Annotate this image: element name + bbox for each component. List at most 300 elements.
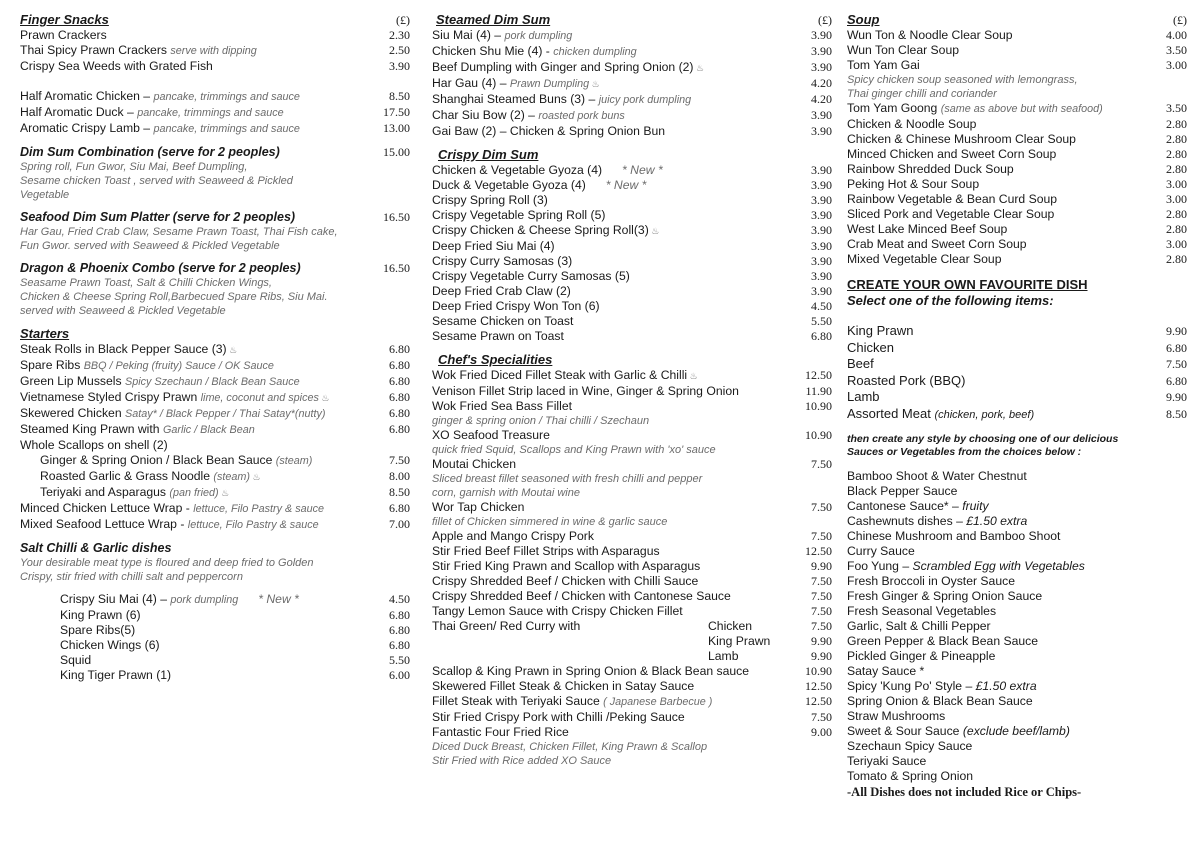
section-title: Finger Snacks (20, 12, 109, 27)
sauce-extra: £1.50 extra (966, 514, 1028, 528)
sauce-extra: fruity (962, 499, 989, 513)
item-name: Peking Hot & Sour Soup (847, 177, 980, 191)
item-price: 9.90 (811, 559, 832, 573)
menu-item (20, 59, 410, 74)
menu-item (847, 222, 1187, 237)
menu-item (432, 284, 832, 299)
item-description: (chicken, pork, beef) (934, 408, 1035, 421)
menu-item (847, 58, 1187, 73)
menu-item (20, 121, 410, 137)
item-price: 4.20 (811, 76, 832, 90)
combo-list (20, 145, 410, 318)
item-price: 6.80 (811, 329, 832, 343)
menu-item (20, 453, 410, 469)
item-description: serve with dipping (170, 45, 257, 57)
item-description: lettuce, Filo Pastry & sauce (187, 519, 319, 531)
item-name: Wor Tap Chicken (432, 500, 525, 514)
item-price: 3.90 (811, 108, 832, 122)
soup-list (847, 28, 1187, 267)
sauce-name: Foo Yung – (847, 559, 910, 573)
sauce-name: Teriyaki Sauce (847, 754, 927, 768)
currency-label: (£) (396, 13, 410, 27)
item-name: Minced Chicken Lettuce Wrap - (20, 501, 190, 515)
menu-item (432, 329, 832, 344)
sauce-name: Garlic, Salt & Chilli Pepper (847, 619, 991, 633)
item-price: 7.50 (811, 500, 832, 514)
item-price: 12.50 (805, 544, 832, 558)
sauce-list (847, 469, 1187, 784)
item-name: Spare Ribs(5) (60, 623, 136, 637)
menu-item (432, 694, 832, 710)
item-description: juicy pork dumpling (598, 94, 692, 106)
salt-chilli-list (20, 592, 410, 683)
item-name: Apple and Mango Crispy Pork (432, 529, 594, 543)
item-name: Dragon & Phoenix Combo (serve for 2 peoples) (20, 261, 301, 275)
chefs-specialities-heading (438, 352, 832, 368)
menu-item (432, 457, 832, 472)
item-name: Aromatic Crispy Lamb – (20, 121, 151, 135)
menu-item (20, 653, 410, 668)
menu-item (432, 589, 832, 604)
item-price: 3.00 (1166, 192, 1187, 206)
item-price: 8.50 (1166, 406, 1187, 421)
sauce-option (847, 514, 1187, 529)
sauce-name: Green Pepper & Black Bean Sauce (847, 634, 1039, 648)
section-title: Starters (20, 326, 70, 341)
create-dish-item (847, 406, 1187, 424)
menu-item (432, 60, 832, 76)
section-title: Crispy Dim Sum (438, 147, 539, 162)
chilli-icon: ♨ (250, 472, 261, 482)
item-description: ginger & spring onion / Thai chilli / Szechaun (432, 415, 650, 427)
item-price: 7.50 (811, 457, 832, 471)
item-price: 9.90 (811, 634, 832, 648)
curry-item (432, 619, 832, 664)
steamed-dim-sum-list (432, 28, 832, 139)
create-dish-item (847, 340, 1187, 357)
menu-item (432, 108, 832, 124)
sauce-name: Spicy 'Kung Po' Style – (847, 679, 973, 693)
sauce-extra: £1.50 extra (975, 679, 1037, 693)
finger-snacks-list (20, 28, 410, 137)
menu-item (432, 178, 832, 193)
item-name: King Prawn (6) (60, 608, 141, 622)
item-price: 6.80 (1166, 340, 1187, 355)
item-price: 3.50 (1166, 43, 1187, 57)
chilli-icon: ♨ (687, 371, 698, 381)
sauce-name: Straw Mushrooms (847, 709, 946, 723)
sauce-name: Pickled Ginger & Pineapple (847, 649, 996, 663)
item-price: 4.50 (811, 299, 832, 313)
item-name: Thai Spicy Prawn Crackers (20, 43, 167, 57)
sauce-option (847, 769, 1187, 784)
menu-item (20, 358, 410, 374)
item-description: pork dumpling (504, 30, 573, 42)
menu-item (432, 92, 832, 108)
item-description: (pan fried) (169, 487, 219, 499)
sauce-name: Black Pepper Sauce (847, 484, 958, 498)
item-name: Crispy Vegetable Spring Roll (5) (432, 208, 606, 222)
menu-item (847, 162, 1187, 177)
menu-column-left (20, 12, 410, 683)
sauce-name: Cantonese Sauce* – (847, 499, 959, 513)
item-description: BBQ / Peking (fruity) Sauce / OK Sauce (83, 360, 274, 372)
salt-chilli-heading: Salt Chilli & Garlic dishes (20, 541, 172, 555)
item-name: Mixed Seafood Lettuce Wrap - (20, 517, 185, 531)
item-name: Ginger & Spring Onion / Black Bean Sauce (40, 453, 273, 467)
item-price: 3.90 (811, 284, 832, 298)
item-name: Deep Fried Crab Claw (2) (432, 284, 571, 298)
item-name: Teriyaki and Asparagus (40, 485, 167, 499)
menu-item (847, 117, 1187, 132)
menu-item (847, 237, 1187, 252)
sauce-name: Chinese Mushroom and Bamboo Shoot (847, 529, 1061, 543)
sauce-option (847, 739, 1187, 754)
item-price: 3.90 (811, 60, 832, 74)
combo-title (20, 145, 410, 160)
sauce-option (847, 559, 1187, 574)
menu-item (847, 132, 1187, 147)
sauce-option (847, 754, 1187, 769)
item-price: 6.80 (389, 422, 410, 436)
item-price: 3.90 (811, 269, 832, 283)
item-price: 3.90 (811, 124, 832, 138)
item-price: 4.20 (811, 92, 832, 106)
item-name: Scallop & King Prawn in Spring Onion & Black Bean sauce (432, 664, 750, 678)
item-price: 6.80 (389, 638, 410, 652)
item-name: Wun Ton Clear Soup (847, 43, 960, 57)
item-name: Crispy Sea Weeds with Grated Fish (20, 59, 213, 73)
sauce-option (847, 679, 1187, 694)
currency-label: (£) (818, 13, 832, 27)
menu-item (20, 89, 410, 105)
menu-item (847, 28, 1187, 43)
menu-item (20, 469, 410, 485)
item-description: Spicy chicken soup seasoned with lemongrass, (847, 74, 1078, 86)
item-price: 3.90 (811, 254, 832, 268)
menu-item (432, 559, 832, 574)
item-name: Rainbow Vegetable & Bean Curd Soup (847, 192, 1058, 206)
item-name: Crab Meat and Sweet Corn Soup (847, 237, 1027, 251)
item-price: 9.90 (811, 649, 832, 663)
item-price: 10.90 (805, 428, 832, 442)
item-price: 7.50 (389, 453, 410, 467)
menu-item (432, 368, 832, 384)
item-name: Tangy Lemon Sauce with Crispy Chicken Fillet (432, 604, 683, 618)
item-price: 6.80 (389, 374, 410, 388)
item-name: Roasted Pork (BBQ) (847, 372, 966, 388)
item-description: Thai ginger chilli and coriander (847, 88, 997, 100)
steamed-dim-sum-heading (436, 12, 832, 28)
item-description: chicken dumpling (553, 46, 637, 58)
sauce-option (847, 589, 1187, 604)
menu-item (432, 208, 832, 223)
sauce-name: Satay Sauce * (847, 664, 925, 678)
item-name: Green Lip Mussels (20, 374, 122, 388)
currency-label: (£) (1173, 13, 1187, 27)
item-name: Thai Green/ Red Curry with (432, 619, 581, 633)
item-description: Your desirable meat type is floured and deep fried to Golden (20, 557, 314, 569)
item-price: 16.50 (383, 210, 410, 224)
item-name: Half Aromatic Chicken – (20, 89, 151, 103)
menu-item (432, 124, 832, 139)
item-price: 3.00 (1166, 177, 1187, 191)
item-name: Crispy Chicken & Cheese Spring Roll(3) (432, 223, 649, 237)
item-name: Assorted Meat (847, 405, 931, 421)
item-name: Crispy Siu Mai (4) – (60, 592, 168, 606)
item-name: Sesame Prawn on Toast (432, 329, 564, 343)
item-name: Half Aromatic Duck – (20, 105, 134, 119)
item-name: Crispy Shredded Beef / Chicken with Chilli Sauce (432, 574, 699, 588)
item-name: King Tiger Prawn (1) (60, 668, 172, 682)
menu-item (20, 668, 410, 683)
item-name: West Lake Minced Beef Soup (847, 222, 1008, 236)
item-price: 10.90 (805, 664, 832, 678)
menu-item (20, 517, 410, 533)
menu-item (432, 239, 832, 254)
section-title: Soup (847, 12, 880, 27)
item-name: Chicken & Chinese Mushroom Clear Soup (847, 132, 1076, 146)
item-description: pancake, trimmings and sauce (153, 123, 300, 135)
item-price: 6.80 (389, 358, 410, 372)
item-description: Prawn Dumpling (509, 78, 590, 90)
item-name: Chicken Shu Mie (4) - (432, 44, 550, 58)
item-price: 2.30 (389, 28, 410, 42)
item-price: 13.00 (383, 121, 410, 135)
sauce-name: Cashewnuts dishes – (847, 514, 963, 528)
item-name: Venison Fillet Strip laced in Wine, Ginger & Spring Onion (432, 384, 739, 398)
create-dish-list (847, 323, 1187, 423)
item-price: 3.90 (811, 239, 832, 253)
item-price: 6.80 (389, 623, 410, 637)
sauce-extra: (exclude beef/lamb) (962, 724, 1070, 738)
menu-item (847, 192, 1187, 207)
chilli-icon: ♨ (218, 488, 230, 498)
combo-title (20, 210, 410, 225)
item-name: Fantastic Four Fried Rice (432, 725, 569, 739)
menu-item (432, 664, 832, 679)
sauce-name: Fresh Broccoli in Oyster Sauce (847, 574, 1015, 588)
item-description: pancake, trimmings and sauce (137, 107, 284, 119)
chilli-icon: ♨ (226, 345, 238, 355)
item-description: lime, coconut and spices (200, 392, 319, 404)
menu-item (20, 406, 410, 422)
item-price: 2.80 (1166, 222, 1187, 236)
item-description: Chicken & Cheese Spring Roll,Barbecued Spare Ribs, Siu Mai. (20, 291, 328, 303)
item-name: Steamed King Prawn with (20, 422, 160, 436)
menu-item (20, 28, 410, 43)
item-price: 9.00 (811, 725, 832, 739)
item-name: Spare Ribs (20, 358, 81, 372)
crispy-dim-sum-heading (438, 147, 832, 163)
menu-column-middle (432, 12, 832, 768)
sauce-option (847, 634, 1187, 649)
menu-item (20, 592, 410, 608)
menu-item (20, 438, 410, 453)
menu-item (432, 76, 832, 92)
item-name: Crispy Shredded Beef / Chicken with Cantonese Sauce (432, 589, 731, 603)
item-price: 7.50 (811, 604, 832, 618)
item-name: Chicken & Vegetable Gyoza (4) (432, 163, 603, 177)
item-name: Wun Ton & Noodle Clear Soup (847, 28, 1013, 42)
item-name: Stir Fried King Prawn and Scallop with Asparagus (432, 559, 701, 573)
item-name: Shanghai Steamed Buns (3) – (432, 92, 596, 106)
sauce-name: Spring Onion & Black Bean Sauce (847, 694, 1033, 708)
create-dish-item (847, 389, 1187, 406)
menu-item (432, 679, 832, 694)
item-price: 17.50 (383, 105, 410, 119)
item-description: Satay* / Black Pepper / Thai Satay*(nutty) (125, 408, 326, 420)
item-description: Seasame Prawn Toast, Salt & Chilli Chicken Wings, (20, 277, 272, 289)
sauce-option (847, 484, 1187, 499)
create-dish-item (847, 356, 1187, 373)
sauce-option (847, 529, 1187, 544)
item-name: Wok Fried Sea Bass Fillet (432, 399, 572, 413)
item-price: 2.80 (1166, 252, 1187, 266)
item-name: Siu Mai (4) – (432, 28, 502, 42)
menu-item (432, 574, 832, 589)
curry-option-label: King Prawn (708, 634, 771, 648)
menu-item (432, 428, 832, 443)
item-name: Dim Sum Combination (serve for 2 peoples) (20, 145, 280, 159)
item-price: 5.50 (811, 314, 832, 328)
item-name: Minced Chicken and Sweet Corn Soup (847, 147, 1057, 161)
item-name: Rainbow Shredded Duck Soup (847, 162, 1014, 176)
item-name: Gai Baw (2) – Chicken & Spring Onion Bun (432, 124, 666, 138)
spacer (20, 74, 410, 89)
item-price: 7.50 (811, 574, 832, 588)
menu-item (432, 710, 832, 725)
menu-item (432, 44, 832, 60)
menu-item (20, 390, 410, 406)
item-price: 3.90 (811, 193, 832, 207)
item-name: Prawn Crackers (20, 28, 107, 42)
item-price: 8.50 (389, 485, 410, 499)
item-description: Spicy Szechaun / Black Bean Sauce (125, 376, 300, 388)
sauce-name: Bamboo Shoot & Water Chestnut (847, 469, 1027, 483)
item-description: pork dumpling (170, 594, 239, 606)
item-name: Stir Fried Beef Fillet Strips with Asparagus (432, 544, 660, 558)
item-price: 12.50 (805, 368, 832, 382)
item-price: 3.50 (1166, 101, 1187, 115)
menu-item (432, 193, 832, 208)
menu-item (432, 269, 832, 284)
item-name: Lamb (847, 389, 880, 404)
item-price: 7.50 (1166, 357, 1187, 371)
item-price: 7.50 (811, 529, 832, 543)
item-price: 3.90 (811, 178, 832, 192)
item-name: Crispy Spring Roll (3) (432, 193, 548, 207)
sauce-option (847, 694, 1187, 709)
menu-item (847, 207, 1187, 222)
item-name: Moutai Chicken (432, 457, 516, 471)
menu-item (432, 254, 832, 269)
menu-item (432, 399, 832, 414)
item-price: 6.80 (389, 406, 410, 420)
item-description: Har Gau, Fried Crab Claw, Sesame Prawn Toast, Thai Fish cake, (20, 226, 338, 238)
item-price: 6.80 (389, 608, 410, 622)
item-description: Fun Gwor. served with Seaweed & Pickled Vegetable (20, 240, 280, 252)
create-dish-item (847, 373, 1187, 390)
item-price: 3.90 (811, 163, 832, 177)
menu-item (20, 638, 410, 653)
item-price: 7.50 (811, 589, 832, 603)
menu-item (432, 544, 832, 559)
menu-item (20, 608, 410, 623)
curry-option-label: Chicken (708, 619, 753, 633)
item-name: Chicken (847, 339, 894, 355)
menu-item (432, 223, 832, 239)
sauce-name: Tomato & Spring Onion (847, 769, 974, 783)
menu-item (432, 314, 832, 329)
sauce-option (847, 544, 1187, 559)
item-name: Chicken & Noodle Soup (847, 117, 977, 131)
menu-item (847, 252, 1187, 267)
menu-item (847, 101, 1187, 117)
menu-item (20, 43, 410, 59)
menu-item (432, 725, 832, 740)
item-name: Har Gau (4) – (432, 76, 507, 90)
menu-item (20, 501, 410, 517)
create-dish-title: CREATE YOUR OWN FAVOURITE DISH (847, 277, 1088, 292)
chilli-icon: ♨ (589, 79, 600, 89)
item-description: quick fried Squid, Scallops and King Prawn with 'xo' sauce (432, 444, 716, 456)
menu-item (20, 374, 410, 390)
item-price: 3.00 (1166, 237, 1187, 251)
item-price: 2.50 (389, 43, 410, 57)
sauce-option (847, 604, 1187, 619)
item-price: 15.00 (383, 145, 410, 159)
spacer (20, 253, 410, 261)
curry-option-label: Lamb (708, 649, 739, 663)
item-name: Skewered Chicken (20, 406, 122, 420)
menu-item (432, 384, 832, 399)
item-description: lettuce, Filo Pastry & sauce (193, 503, 325, 515)
item-price: 6.80 (389, 342, 410, 356)
item-price: 7.50 (811, 710, 832, 724)
menu-item (432, 604, 832, 619)
item-name: Steak Rolls in Black Pepper Sauce (3) (20, 342, 227, 356)
item-description: Spring roll, Fun Gwor, Siu Mai, Beef Dumpling, (20, 161, 248, 173)
starters-heading (20, 326, 410, 342)
item-price: 8.00 (389, 469, 410, 483)
item-name: Sesame Chicken on Toast (432, 314, 574, 328)
item-name: Deep Fried Crispy Won Ton (6) (432, 299, 600, 313)
sauce-name: Curry Sauce (847, 544, 915, 558)
chilli-icon: ♨ (648, 226, 660, 236)
item-name: Chicken Wings (6) (60, 638, 160, 652)
item-price: 9.90 (1166, 390, 1187, 404)
item-name: Mixed Vegetable Clear Soup (847, 252, 1002, 266)
item-price: 7.50 (811, 619, 832, 633)
item-name: Vietnamese Styled Crispy Prawn (20, 390, 198, 404)
item-description: Sesame chicken Toast , served with Seaweed & Pickled (20, 175, 293, 187)
sauce-option (847, 499, 1187, 514)
item-price: 10.90 (805, 399, 832, 413)
item-name: Crispy Vegetable Curry Samosas (5) (432, 269, 630, 283)
item-price: 2.80 (1166, 132, 1187, 146)
item-price: 6.00 (389, 668, 410, 682)
item-price: 7.00 (389, 517, 410, 531)
create-dish-instructions: then create any style by choosing one of our delicious Sauces or Vegetables from the choices below : (847, 433, 1119, 458)
menu-item (20, 105, 410, 121)
starters-list (20, 342, 410, 533)
item-name: Seafood Dim Sum Platter (serve for 2 peoples) (20, 210, 296, 224)
spacer (20, 202, 410, 210)
sauce-option (847, 724, 1187, 739)
chefs-specialities-list (432, 368, 832, 619)
sauce-name: Sweet & Sour Sauce (847, 724, 960, 738)
